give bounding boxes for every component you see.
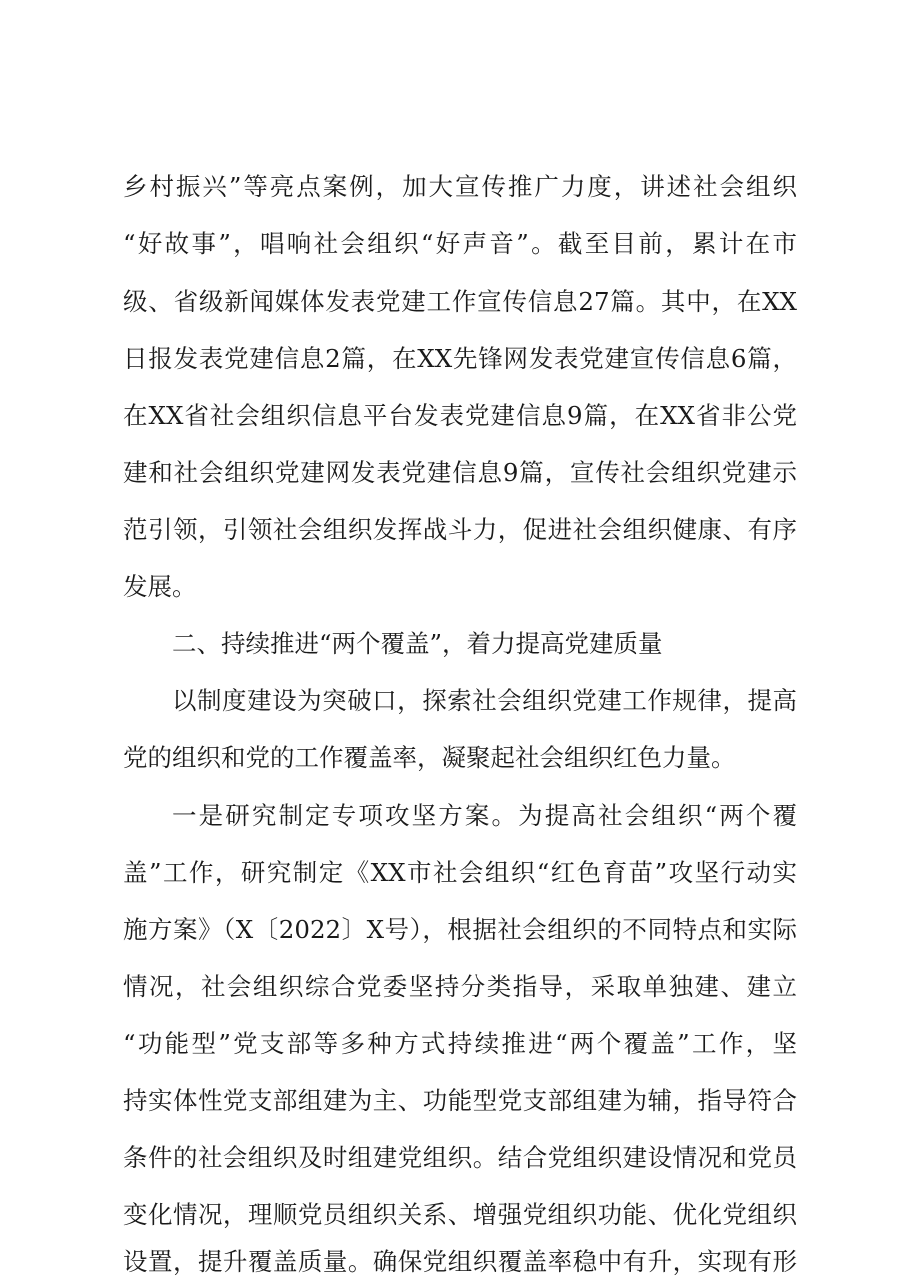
body-text-line: 设置，提升覆盖质量。确保党组织覆盖率稳中有升，实现有形 [123, 1247, 797, 1276]
body-text-line: “功能型”党支部等多种方式持续推进“两个覆盖”工作，坚 [123, 1029, 797, 1058]
body-text-line: 盖”工作，研究制定《XX市社会组织“红色育苗”攻坚行动实 [123, 858, 797, 887]
body-text-line: 级、省级新闻媒体发表党建工作宣传信息27篇。其中，在XX [123, 287, 797, 316]
body-text-line: 施方案》（X〔2022〕X号），根据社会组织的不同特点和实际 [123, 915, 797, 944]
body-text-line: 党的组织和党的工作覆盖率，凝聚起社会组织红色力量。 [123, 743, 736, 772]
body-text-line: 持实体性党支部组建为主、功能型党支部组建为辅，指导符合 [123, 1086, 797, 1115]
section-heading: 二、持续推进“两个覆盖”，着力提高党建质量 [172, 629, 663, 658]
body-text-line: 建和社会组织党建网发表党建信息9篇，宣传社会组织党建示 [123, 458, 797, 487]
body-text-line: 条件的社会组织及时组建党组织。结合党组织建设情况和党员 [123, 1143, 797, 1172]
body-text-line: 范引领，引领社会组织发挥战斗力，促进社会组织健康、有序 [123, 515, 797, 544]
body-text-line: 变化情况，理顺党员组织关系、增强党组织功能、优化党组织 [123, 1200, 797, 1229]
body-text-line: 在XX省社会组织信息平台发表党建信息9篇，在XX省非公党 [123, 401, 797, 430]
body-text-line: 乡村振兴”等亮点案例，加大宣传推广力度，讲述社会组织 [123, 172, 797, 201]
paragraph-first-line: 以制度建设为突破口，探索社会组织党建工作规律，提高 [172, 686, 797, 715]
body-text-line: 日报发表党建信息2篇，在XX先锋网发表党建宣传信息6篇， [123, 344, 797, 373]
body-text-line: 情况，社会组织综合党委坚持分类指导，采取单独建、建立 [123, 972, 797, 1001]
paragraph-first-line: 一是研究制定专项攻坚方案。为提高社会组织“两个覆 [172, 801, 797, 830]
body-text-line: “好故事”，唱响社会组织“好声音”。截至目前，累计在市 [123, 229, 797, 258]
body-text-line: 发展。 [123, 572, 197, 601]
